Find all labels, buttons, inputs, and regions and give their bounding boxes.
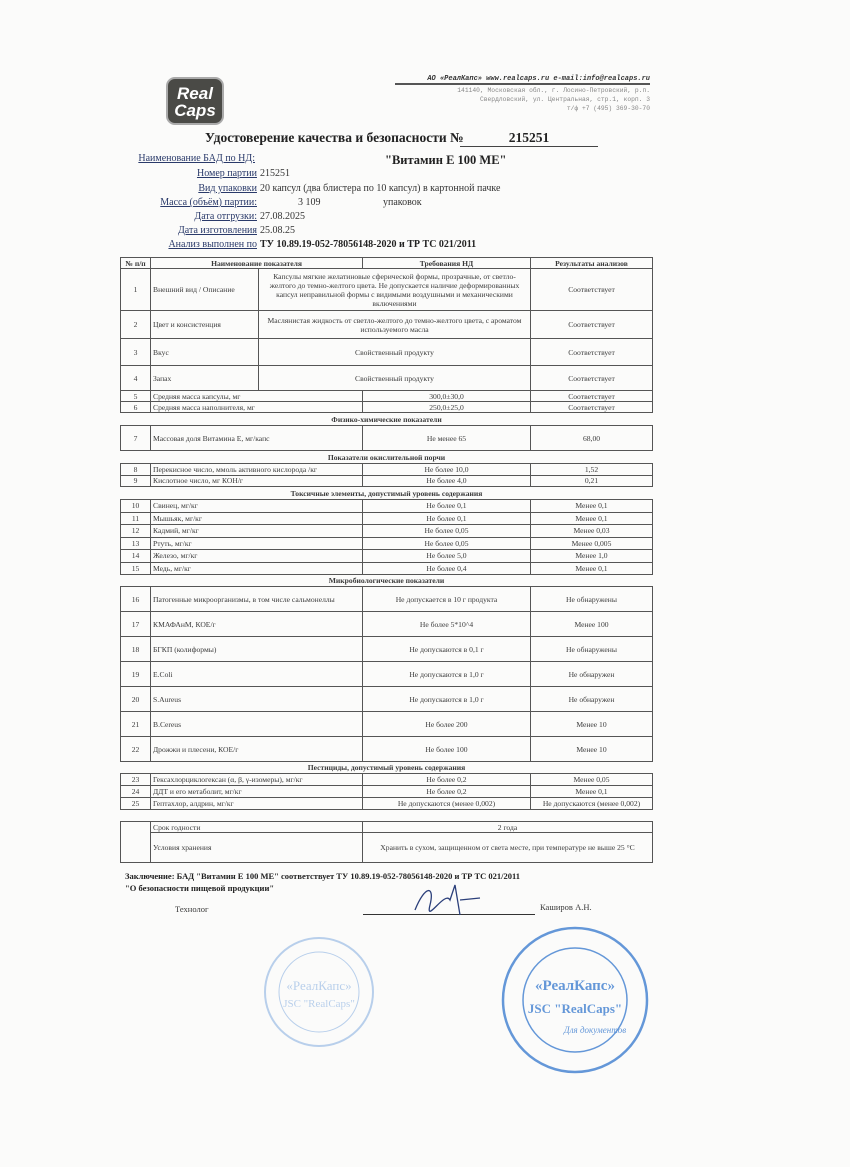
- requirement: Маслянистая жидкость от светло-желтого до темно-желтого цвета, с ароматом используемого масла: [259, 311, 531, 339]
- indicator-name: E.Coli: [151, 662, 363, 687]
- table-row: [121, 662, 653, 687]
- result: 68,00: [531, 426, 653, 451]
- result: Менее 1,0: [531, 550, 653, 563]
- section-heading-row: [121, 451, 653, 464]
- row-number: 18: [121, 637, 151, 662]
- table-row: [121, 500, 653, 513]
- table-row: [121, 402, 653, 413]
- row-number: 5: [121, 391, 151, 402]
- requirement: Не более 0,05: [363, 537, 531, 550]
- indicator-name: B.Cereus: [151, 712, 363, 737]
- row-number: 19: [121, 662, 151, 687]
- requirement: Не более 5,0: [363, 550, 531, 563]
- section-title: Токсичные элементы, допустимый уровень содержания: [121, 487, 653, 500]
- product-name: "Витамин Е 100 МЕ": [385, 153, 507, 167]
- storage-conditions-label: Условия хранения: [151, 833, 363, 863]
- indicator-name: Гептахлор, алдрин, мг/кг: [151, 798, 363, 810]
- field-label: Номер партии: [196, 168, 257, 179]
- table-row: [121, 339, 653, 366]
- section-title: Микробиологические показатели: [121, 575, 653, 587]
- requirement: 300,0±30,0: [363, 391, 531, 402]
- row-number: 14: [121, 550, 151, 563]
- logo-line2: Caps: [174, 101, 216, 120]
- indicator-name: Железо, мг/кг: [151, 550, 363, 563]
- table-row: [121, 525, 653, 538]
- indicator-name: Вкус: [151, 339, 259, 366]
- table-row: [121, 550, 653, 563]
- row-number: 2: [121, 311, 151, 339]
- result: Не обнаружены: [531, 637, 653, 662]
- conclusion-line: "О безопасности пищевой продукции": [125, 883, 275, 893]
- indicator-name: ДДТ и его метаболит, мг/кг: [151, 786, 363, 798]
- section-heading-row: [121, 413, 653, 426]
- field-value: 27.08.2025: [260, 211, 305, 222]
- field-label: Анализ выполнен по: [168, 239, 257, 250]
- address-line: Свердловский, ул. Центральная, стр.1, корп. 3: [479, 96, 650, 103]
- shelf-life-label: Срок годности: [151, 822, 363, 833]
- requirement: Не более 100: [363, 737, 531, 762]
- requirement: Не более 5*10^4: [363, 612, 531, 637]
- logo-line1: Real: [177, 84, 213, 103]
- result: Менее 10: [531, 737, 653, 762]
- requirement: Не допускаются (менее 0,002): [363, 798, 531, 810]
- phone-line: т/ф +7 (495) 369-30-70: [566, 105, 650, 112]
- header-results: Результаты анализов: [531, 258, 653, 269]
- requirement: Не более 0,4: [363, 562, 531, 575]
- table-header-row: [121, 258, 653, 269]
- requirement: Капсулы мягкие желатиновые сферической формы, прозрачные, от светло-желтого до темно-желтого цвета. Не допускается наличие деформированных капсул неправильной формы с видимыми воздушными и механическими включениями: [259, 269, 531, 311]
- result: Менее 0,05: [531, 774, 653, 786]
- result: Соответствует: [531, 402, 653, 413]
- result: Менее 0,1: [531, 512, 653, 525]
- header-number: № п/п: [121, 258, 151, 269]
- shelf-life-value: 2 года: [363, 822, 653, 833]
- company-stamp-left: [262, 935, 377, 1050]
- header-requirements: Требования НД: [363, 258, 531, 269]
- requirement: Не более 0,05: [363, 525, 531, 538]
- row-number: 11: [121, 512, 151, 525]
- indicator-name: КМАФАнМ, КОЕ/г: [151, 612, 363, 637]
- field-value: ТУ 10.89.19-052-78056148-2020 и ТР ТС 021/2011: [260, 239, 477, 250]
- table-row: [121, 712, 653, 737]
- indicator-name: Кислотное число, мг КОН/г: [151, 475, 363, 487]
- table-row: [121, 687, 653, 712]
- indicator-name: Гексахлорциклогексан (α, β, γ-изомеры), мг/кг: [151, 774, 363, 786]
- requirement: Свойственный продукту: [259, 339, 531, 366]
- table-row: [121, 366, 653, 391]
- result: Менее 0,005: [531, 537, 653, 550]
- row-number: 15: [121, 562, 151, 575]
- requirement: Не более 10,0: [363, 464, 531, 476]
- analysis-table: [120, 257, 653, 810]
- table-row: [121, 587, 653, 612]
- realcaps-logo: [166, 77, 224, 125]
- requirement: Не более 4,0: [363, 475, 531, 487]
- requirement: Не допускается в 10 г продукта: [363, 587, 531, 612]
- result: Соответствует: [531, 391, 653, 402]
- row-number: 8: [121, 464, 151, 476]
- storage-conditions-value: Хранить в сухом, защищенном от света месте, при температуре не выше 25 °С: [363, 833, 653, 863]
- section-heading-row: [121, 762, 653, 774]
- requirement: 250,0±25,0: [363, 402, 531, 413]
- result: Менее 0,03: [531, 525, 653, 538]
- requirement: Не более 0,2: [363, 786, 531, 798]
- table-row: [121, 464, 653, 476]
- row-number: 7: [121, 426, 151, 451]
- table-row: [121, 512, 653, 525]
- indicator-name: Медь, мг/кг: [151, 562, 363, 575]
- indicator-name: Свинец, мг/кг: [151, 500, 363, 513]
- table-row: [121, 637, 653, 662]
- row-number: 17: [121, 612, 151, 637]
- field-label: Масса (объём) партии:: [160, 197, 257, 208]
- result: Не обнаружены: [531, 587, 653, 612]
- result: Менее 100: [531, 612, 653, 637]
- row-number: 9: [121, 475, 151, 487]
- signer-name: Каширов А.Н.: [540, 902, 592, 912]
- indicator-name: Мышьяк, мг/кг: [151, 512, 363, 525]
- address-line: 141140, Московская обл., г. Лосино-Петровский, р.п.: [457, 87, 650, 94]
- indicator-name: Средняя масса капсулы, мг: [151, 391, 363, 402]
- storage-table: [120, 821, 653, 863]
- row-number: 21: [121, 712, 151, 737]
- svg-text:JSC "RealCaps": JSC "RealCaps": [527, 1001, 623, 1016]
- row-number: 20: [121, 687, 151, 712]
- result: 0,21: [531, 475, 653, 487]
- storage-conditions-row: [121, 833, 653, 863]
- row-number: 23: [121, 774, 151, 786]
- table-row: [121, 269, 653, 311]
- indicator-name: Внешний вид / Описание: [151, 269, 259, 311]
- row-number: 25: [121, 798, 151, 810]
- conclusion-line: Заключение: БАД "Витамин Е 100 МЕ" соответствует ТУ 10.89.19-052-78056148-2020 и ТР ТС 021/2011: [125, 871, 521, 881]
- field-label: Дата изготовления: [177, 225, 257, 236]
- handwritten-signature: [405, 880, 485, 920]
- row-number: 4: [121, 366, 151, 391]
- indicator-name: Запах: [151, 366, 259, 391]
- field-unit: упаковок: [383, 197, 422, 208]
- document-title: Удостоверение качества и безопасности №: [205, 130, 464, 145]
- result: Соответствует: [531, 339, 653, 366]
- requirement: Не более 0,1: [363, 500, 531, 513]
- field-value: 20 капсул (два блистера по 10 капсул) в картонной пачке: [260, 183, 501, 194]
- indicator-name: Дрожжи и плесени, КОЕ/г: [151, 737, 363, 762]
- company-stamp-right: [500, 925, 650, 1075]
- indicator-name: Цвет и консистенция: [151, 311, 259, 339]
- result: Менее 0,1: [531, 562, 653, 575]
- table-row: [121, 537, 653, 550]
- certificate-number: 215251: [460, 130, 598, 147]
- row-number: 3: [121, 339, 151, 366]
- table-row: [121, 612, 653, 637]
- row-number: 12: [121, 525, 151, 538]
- indicator-name: S.Aureus: [151, 687, 363, 712]
- row-number: 13: [121, 537, 151, 550]
- indicator-name: Патогенные микроорганизмы, в том числе сальмонеллы: [151, 587, 363, 612]
- requirement: Не более 0,1: [363, 512, 531, 525]
- indicator-name: Средняя масса наполнителя, мг: [151, 402, 363, 413]
- result: Менее 10: [531, 712, 653, 737]
- row-number: 1: [121, 269, 151, 311]
- requirement: Не менее 65: [363, 426, 531, 451]
- section-heading-row: [121, 575, 653, 587]
- table-row: [121, 562, 653, 575]
- row-number: 22: [121, 737, 151, 762]
- shelf-life-row: [121, 822, 653, 833]
- section-title: Физико-химические показатели: [121, 413, 653, 426]
- requirement: Свойственный продукту: [259, 366, 531, 391]
- row-number: 10: [121, 500, 151, 513]
- section-heading-row: [121, 487, 653, 500]
- svg-text:JSC "RealCaps": JSC "RealCaps": [283, 998, 355, 1010]
- result: Соответствует: [531, 366, 653, 391]
- svg-text:«РеалКапс»: «РеалКапс»: [535, 978, 615, 994]
- field-value: 215251: [260, 168, 290, 179]
- table-row: [121, 798, 653, 810]
- svg-text:Для документов: Для документов: [563, 1025, 627, 1035]
- requirement: Не допускаются в 1,0 г: [363, 687, 531, 712]
- table-row: [121, 774, 653, 786]
- indicator-name: Перекисное число, ммоль активного кислорода /кг: [151, 464, 363, 476]
- table-row: [121, 391, 653, 402]
- indicator-name: БГКП (колиформы): [151, 637, 363, 662]
- result: Не обнаружен: [531, 687, 653, 712]
- table-row: [121, 786, 653, 798]
- section-title: Пестициды, допустимый уровень содержания: [121, 762, 653, 774]
- result: Соответствует: [531, 269, 653, 311]
- result: 1,52: [531, 464, 653, 476]
- header-indicator: Наименование показателя: [151, 258, 363, 269]
- table-row: [121, 475, 653, 487]
- company-header: АО «РеалКапс» www.realcaps.ru e-mail:info@realcaps.ru: [395, 75, 650, 85]
- company-address: [430, 86, 650, 113]
- row-number: 24: [121, 786, 151, 798]
- requirement: Не более 200: [363, 712, 531, 737]
- result: Не допускаются (менее 0,002): [531, 798, 653, 810]
- table-row: [121, 737, 653, 762]
- field-value: 25.08.25: [260, 225, 295, 236]
- section-title: Показатели окислительной порчи: [121, 451, 653, 464]
- result: Соответствует: [531, 311, 653, 339]
- signer-role: Технолог: [175, 904, 209, 914]
- result: Менее 0,1: [531, 786, 653, 798]
- requirement: Не допускаются в 0,1 г: [363, 637, 531, 662]
- result: Менее 0,1: [531, 500, 653, 513]
- indicator-name: Кадмий, мг/кг: [151, 525, 363, 538]
- requirement: Не допускаются в 1,0 г: [363, 662, 531, 687]
- requirement: Не более 0,2: [363, 774, 531, 786]
- indicator-name: Массовая доля Витамина Е, мг/капс: [151, 426, 363, 451]
- field-label: Дата отгрузки:: [194, 211, 257, 222]
- field-label: Вид упаковки: [198, 183, 257, 194]
- field-label: Наименование БАД по НД:: [138, 153, 255, 164]
- indicator-name: Ртуть, мг/кг: [151, 537, 363, 550]
- row-number: 6: [121, 402, 151, 413]
- table-row: [121, 426, 653, 451]
- svg-text:«РеалКапс»: «РеалКапс»: [286, 978, 352, 993]
- result: Не обнаружен: [531, 662, 653, 687]
- field-value: 3 109: [298, 197, 321, 208]
- table-row: [121, 311, 653, 339]
- row-number: 16: [121, 587, 151, 612]
